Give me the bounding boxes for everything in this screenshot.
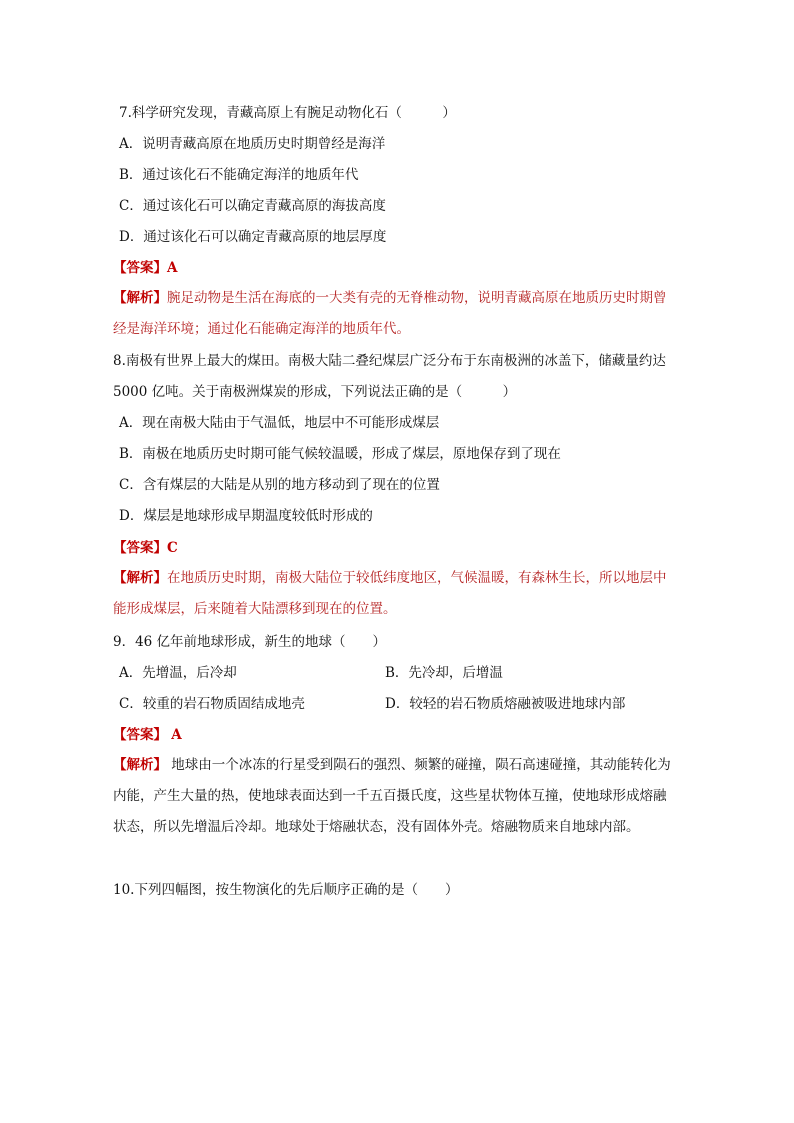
q9-analysis-tag: 【解析】 xyxy=(113,757,167,773)
q8-option-b: B．南极在地质历史时期可能气候较温暖，形成了煤层，原地保存到了现在 xyxy=(119,446,561,462)
q8-stem: 8.南极有世界上最大的煤田。南极大陆二叠纪煤层广泛分布于东南极洲的冰盖下，储藏量约达 5000 亿吨。关于南极洲煤炭的形成，下列说法正确的是（ ） xyxy=(113,353,666,400)
q9-options-row-1 xyxy=(119,663,679,683)
q9-answer xyxy=(113,725,182,745)
q7-analysis xyxy=(113,283,673,345)
q7-option-d: D．通过该化石可以确定青藏高原的地层厚度 xyxy=(119,229,387,245)
q7-analysis-tag: 【解析】 xyxy=(113,290,167,306)
q7-option-b: B．通过该化石不能确定海洋的地质年代 xyxy=(119,167,359,183)
q8-analysis-text: 在地质历史时期，南极大陆位于较低纬度地区，气候温暖，有森林生长，所以地层中能形成煤层，后来随着大陆漂移到现在的位置。 xyxy=(113,570,667,617)
q9-option-b: B．先冷却，后增温 xyxy=(385,665,503,681)
q9-answer-value: A xyxy=(171,727,182,743)
q10-stem: 10.下列四幅图，按生物演化的先后顺序正确的是（ ） xyxy=(113,882,459,898)
q8-analysis-tag: 【解析】 xyxy=(113,570,167,586)
q7-stem: 7.科学研究发现，青藏高原上有腕足动物化石（ ） xyxy=(119,105,456,121)
q9-stem: 9．46 亿年前地球形成，新生的地球（ ） xyxy=(113,634,387,650)
q8-analysis xyxy=(113,563,673,625)
q7-answer-tag: 【答案】 xyxy=(113,260,167,276)
q8-answer xyxy=(113,538,178,558)
q9-option-c: C．较重的岩石物质固结成地壳 xyxy=(119,696,305,712)
q9-option-a: A．先增温，后冷却 xyxy=(119,665,237,681)
q9-analysis-text: 地球由一个冰冻的行星受到陨石的强烈、频繁的碰撞，陨石高速碰撞，其动能转化为内能，产生大量的热，使地球表面达到一千五百摄氏度，这些星状物体互撞，使地球形成熔融状态，所以先增温后冷却。地球处于熔融状态，没有固体外壳。熔融物质来自地球内部。 xyxy=(113,757,671,835)
q7-option-c: C．通过该化石可以确定青藏高原的海拔高度 xyxy=(119,198,386,214)
q9-answer-tag: 【答案】 xyxy=(113,727,167,743)
q9-analysis xyxy=(113,750,673,843)
q9-options-row-2 xyxy=(119,694,679,714)
q7-answer-value: A xyxy=(167,260,178,276)
q8-answer-value: C xyxy=(167,540,178,556)
q8-option-c: C．含有煤层的大陆是从别的地方移动到了现在的位置 xyxy=(119,477,440,493)
q7-answer xyxy=(113,258,177,278)
q7-option-a: A．说明青藏高原在地质历史时期曾经是海洋 xyxy=(119,136,386,152)
q8-option-d: D．煤层是地球形成早期温度较低时形成的 xyxy=(119,508,373,524)
q7-analysis-text: 腕足动物是生活在海底的一大类有壳的无脊椎动物，说明青藏高原在地质历史时期曾经是海洋环境；通过化石能确定海洋的地质年代。 xyxy=(113,290,667,337)
q8-option-a: A．现在南极大陆由于气温低，地层中不可能形成煤层 xyxy=(119,415,440,431)
q9-option-d: D．较轻的岩石物质熔融被吸进地球内部 xyxy=(385,696,626,712)
q8-answer-tag: 【答案】 xyxy=(113,540,167,556)
